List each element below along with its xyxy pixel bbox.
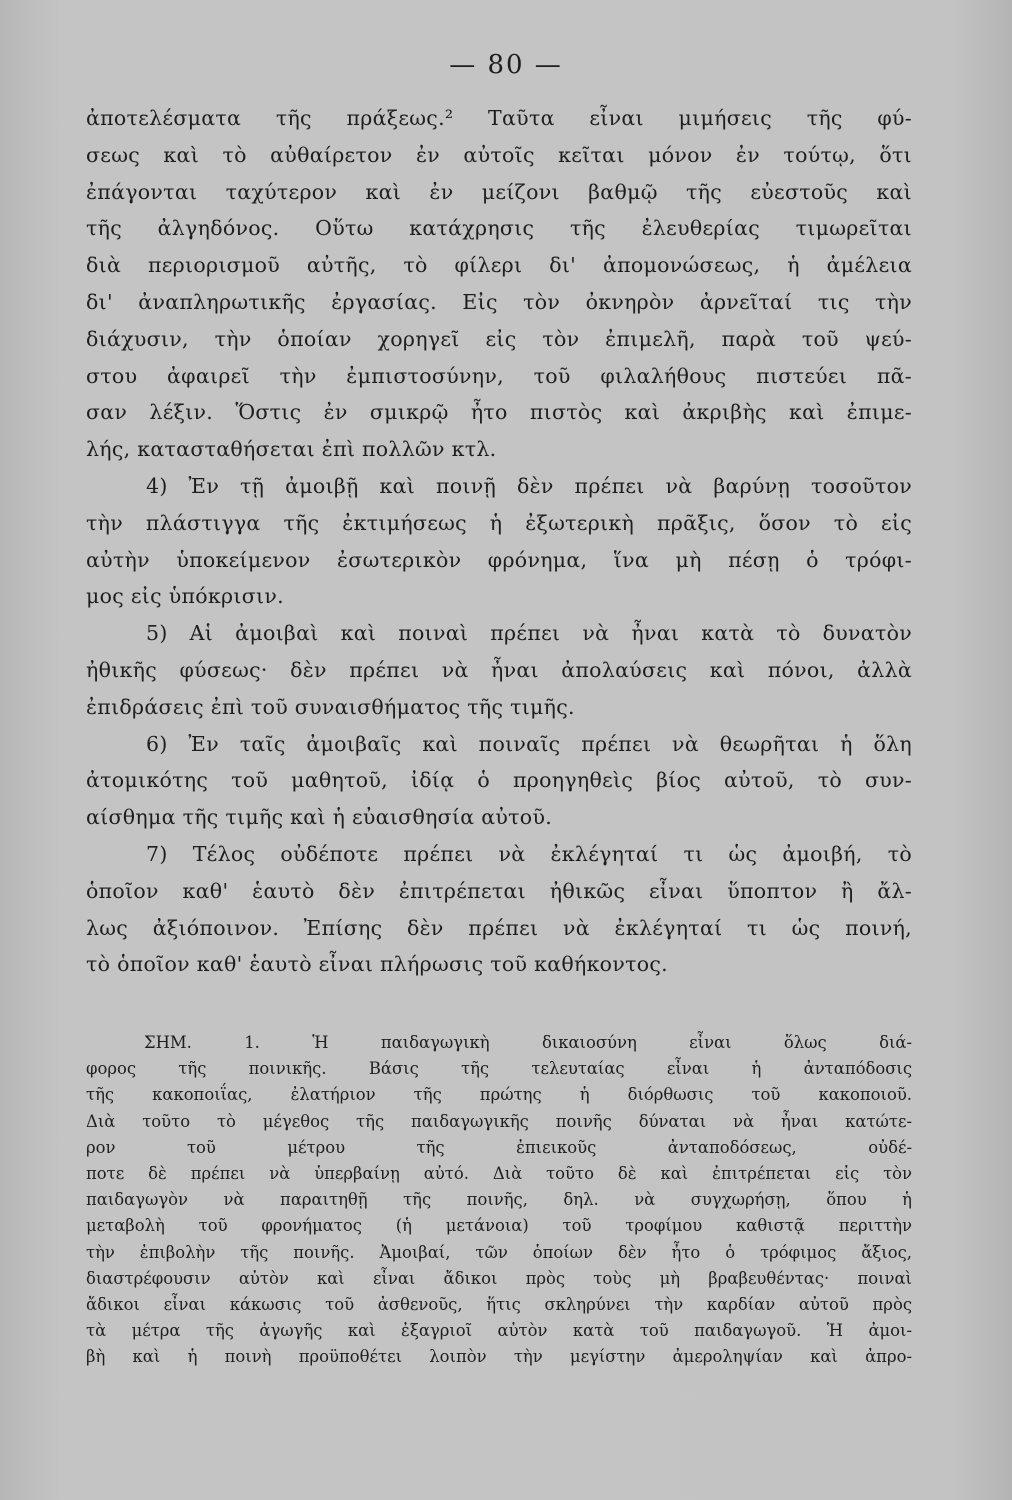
text-line: δι' ἀναπληρωτικῆς ἐργασίας. Εἰς τὸν ὀκνηρὸν ἀρνεῖταί τις τὴν bbox=[86, 289, 912, 314]
paragraph-7-start: 7) Τέλος οὐδέποτε πρέπει νὰ ἐκλέγηταί τι ὡς ἀμοιβή, τὸ bbox=[146, 841, 912, 866]
note-line: βὴ καὶ ἡ ποινὴ προϋποθέτει λοιπὸν τὴν μεγίστην ἀμεροληψίαν καὶ ἀπρο- bbox=[86, 1347, 912, 1367]
text-line: ἀποτελέσματα τῆς πράξεως.² Ταῦτα εἶναι μιμήσεις τῆς φύ- bbox=[86, 106, 912, 130]
text-line: ὁποῖον καθ' ἑαυτὸ δὲν ἐπιτρέπεται ἠθικῶς εἶναι ὕποπτον ἢ ἄλ- bbox=[86, 878, 912, 903]
note-line: ΣΗΜ. 1. Ἡ παιδαγωγικὴ δικαιοσύνη εἶναι ὅλως διά- bbox=[144, 1033, 912, 1052]
text-line: λως ἀξιόποινον. Ἐπίσης δὲν πρέπει νὰ ἐκλέγηταί τι ὡς ποινή, bbox=[86, 915, 912, 940]
text-line: σεως καὶ τὸ αὐθαίρετον ἐν αὐτοῖς κεῖται μόνον ἐν τούτῳ, ὅτι bbox=[86, 142, 912, 167]
text-line: σαν λέξιν. Ὅστις ἐν σμικρῷ ἦτο πιστὸς καὶ ἀκριβὴς καὶ ἐπιμε- bbox=[86, 400, 912, 425]
text-line: αὐτὴν ὑποκείμενον ἐσωτερικὸν φρόνημα, ἵνα μὴ πέσῃ ὁ τρόφι- bbox=[86, 547, 912, 572]
note-line: τὰ μέτρα τῆς ἀγωγῆς καὶ ἐξαγριοῖ αὐτὸν κατὰ τοῦ παιδαγωγοῦ. Ἡ ἀμοι- bbox=[86, 1321, 912, 1341]
note-line: διαστρέφουσιν αὐτὸν καὶ εἶναι ἄδικοι πρὸς τοὺς μὴ βραβευθέντας· ποιναὶ bbox=[86, 1268, 912, 1288]
text-line: ἐπάγονται ταχύτερον καὶ ἐν μείζονι βαθμῷ τῆς εὐεστοῦς καὶ bbox=[86, 179, 912, 204]
text-line: τὴν πλάστιγγα τῆς ἐκτιμήσεως ἡ ἐξωτερικὴ πρᾶξις, ὅσον τὸ εἰς bbox=[86, 510, 912, 535]
text-line: τὸ ὁποῖον καθ' ἑαυτὸ εἶναι πλήρωσις τοῦ καθήκοντος. bbox=[86, 952, 668, 977]
text-line: λής, κατασταθήσεται ἐπὶ πολλῶν κτλ. bbox=[86, 437, 497, 462]
text-line: ἠθικῆς φύσεως· δὲν πρέπει νὰ ἦναι ἀπολαύσεις καὶ πόνοι, ἀλλὰ bbox=[86, 657, 912, 682]
paragraph-6-start: 6) Ἐν ταῖς ἀμοιβαῖς καὶ ποιναῖς πρέπει νὰ θεωρῆται ἡ ὅλη bbox=[146, 731, 912, 756]
text-line: αίσθημα τῆς τιμῆς καὶ ἡ εὐαισθησία αὐτοῦ. bbox=[86, 805, 553, 830]
main-text bbox=[86, 100, 912, 983]
note-line: μεταβολὴ τοῦ φρονήματος (ἡ μετάνοια) τοῦ τροφίμου καθιστᾷ περιττὴν bbox=[86, 1216, 912, 1236]
text-line: ἐπιδράσεις ἐπὶ τοῦ συναισθήματος τῆς τιμῆς. bbox=[86, 694, 575, 719]
text-line: διὰ περιορισμοῦ αὐτῆς, τὸ φίλερι δι' ἀπομονώσεως, ἡ ἀμέλεια bbox=[86, 253, 912, 278]
note-line: παιδαγωγὸν νὰ παραιτηθῇ τῆς ποινῆς, δηλ. νὰ συγχωρήσῃ, ὅπου ἡ bbox=[86, 1190, 912, 1210]
note-line: ποτε δὲ πρέπει νὰ ὑπερβαίνῃ αὐτό. Διὰ τοῦτο δὲ καὶ ἐπιτρέπεται εἰς τὸν bbox=[86, 1163, 912, 1183]
text-line: τῆς ἀλγηδόνος. Οὕτω κατάχρησις τῆς ἐλευθερίας τιμωρεῖται bbox=[86, 216, 912, 241]
text-line: στου ἀφαιρεῖ τὴν ἐμπιστοσύνην, τοῦ φιλαλήθους πιστεύει πᾶ- bbox=[86, 363, 912, 388]
note-line: ρον τοῦ μέτρου τῆς ἐπιεικοῦς ἀνταποδόσεως, οὐδέ- bbox=[86, 1137, 912, 1157]
paragraph-4-start: 4) Ἐν τῇ ἀμοιβῇ καὶ ποινῇ δὲν πρέπει νὰ βαρύνῃ τοσοῦτον bbox=[146, 473, 912, 498]
note-line: τῆς κακοποιΐας, ἐλατήριον τῆς πρώτης ἡ διόρθωσις τοῦ κακοποιοῦ. bbox=[86, 1085, 912, 1105]
text-line: διάχυσιν, τὴν ὁποίαν χορηγεῖ εἰς τὸν ἐπιμελῆ, παρὰ τοῦ ψεύ- bbox=[86, 326, 912, 351]
paragraph-5-start: 5) Αἱ ἀμοιβαὶ καὶ ποιναὶ πρέπει νὰ ἦναι κατὰ τὸ δυνατὸν bbox=[146, 621, 912, 646]
note-line: φορος τῆς ποινικῆς. Βάσις τῆς τελευταίας εἶναι ἡ ἀνταπόδοσις bbox=[86, 1059, 912, 1079]
footnote-block bbox=[86, 1030, 912, 1370]
note-line: τὴν ἐπιβολὴν τῆς ποινῆς. Ἀμοιβαί, τῶν ὁποίων δὲν ἦτο ὁ τρόφιμος ἄξιος, bbox=[86, 1242, 912, 1262]
text-line: ἀτομικότης τοῦ μαθητοῦ, ἰδίᾳ ὁ προηγηθεὶς βίος αὐτοῦ, τὸ συν- bbox=[86, 768, 912, 793]
page-number: — 80 — bbox=[449, 50, 563, 80]
note-line: ἄδικοι εἶναι κάκωσις τοῦ ἀσθενοῦς, ἥτις σκληρύνει τὴν καρδίαν αὐτοῦ πρὸς bbox=[86, 1294, 912, 1314]
text-line: μος εἰς ὑπόκρισιν. bbox=[86, 584, 284, 609]
note-line: Διὰ τοῦτο τὸ μέγεθος τῆς παιδαγωγικῆς ποινῆς δύναται νὰ ἦναι κατώτε- bbox=[86, 1111, 912, 1131]
